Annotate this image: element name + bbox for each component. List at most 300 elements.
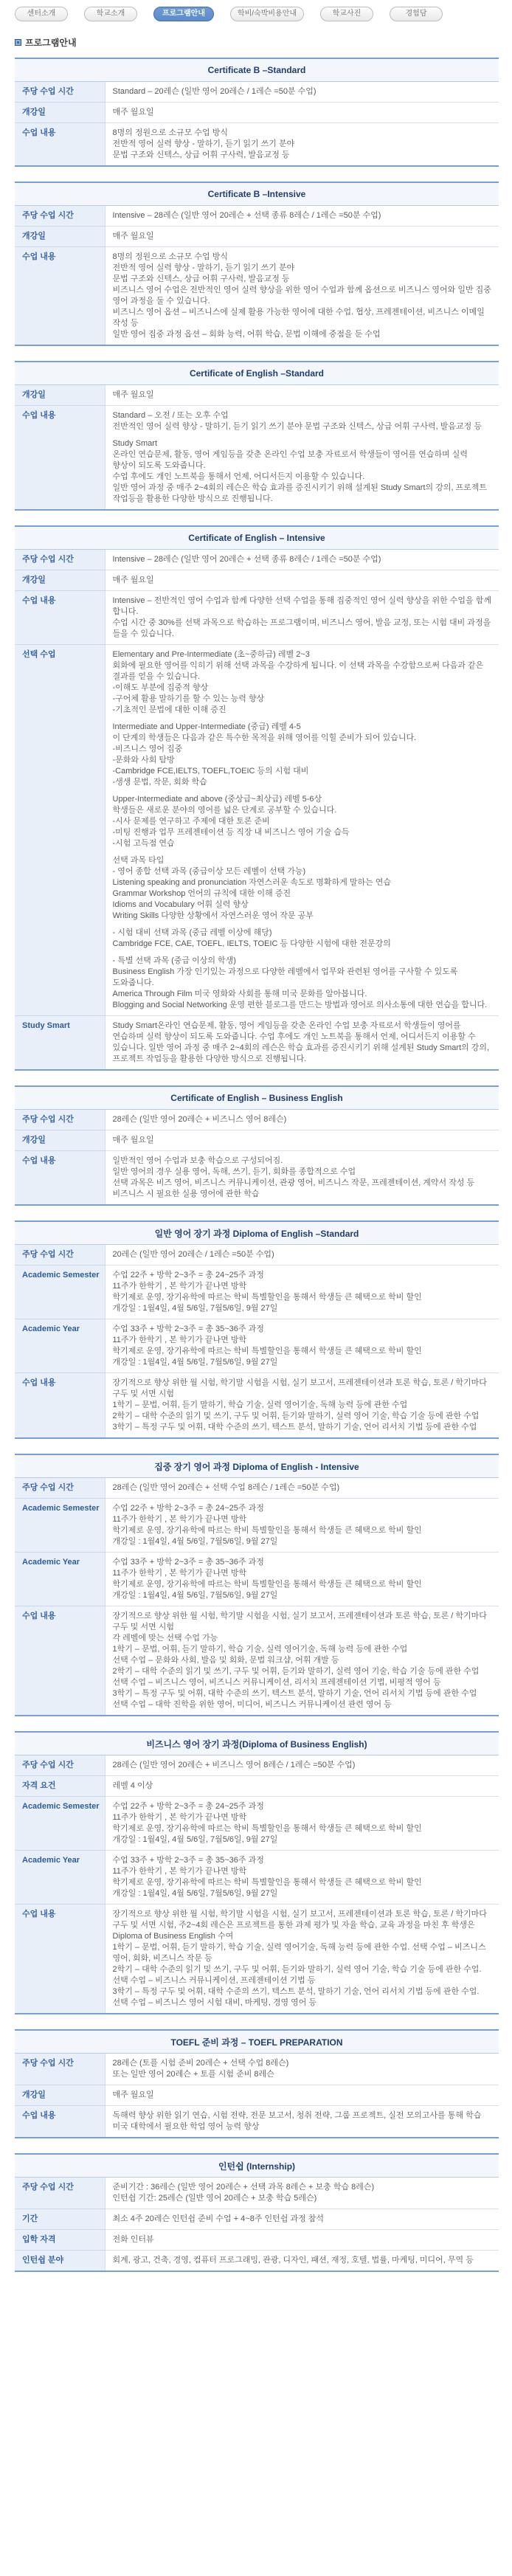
content-block: [113, 231, 492, 242]
program-row: [15, 1851, 499, 1905]
content-block: [113, 595, 492, 640]
row-label: 수업 내용: [15, 1151, 105, 1206]
content-block: [113, 252, 492, 340]
program-title: Certificate of English – Business English: [15, 1086, 499, 1110]
row-content: [105, 2106, 499, 2138]
content-block: [113, 128, 492, 161]
content-line: 20레슨 (일반 영어 20레슨 / 1레슨 =50분 수업): [112, 1250, 274, 1259]
row-label: 기간: [15, 2209, 105, 2230]
program-table-body: [15, 1221, 499, 1438]
content-line: Standard – 오전 / 또는 오후 수업: [112, 411, 229, 420]
content-block: [113, 1801, 492, 1845]
program-row: [15, 2230, 499, 2251]
row-label: 개강일: [15, 2085, 105, 2106]
content-block: [113, 107, 492, 118]
program-row: [15, 550, 499, 570]
content-line: Listening speaking and pronunciation 자연스러운 속도로 명확하게 말하는 연습: [112, 878, 392, 887]
program-row: [15, 2178, 499, 2209]
content-line: 매주 월요일: [112, 108, 154, 117]
content-line: Intermediate and Upper-Intermediate (중급) 레벨 4-5: [112, 722, 301, 731]
content-line: -기초적인 문법에 대한 이해 증진: [112, 705, 226, 714]
content-line: Intensive – 28레슨 (일반 영어 20레슨 + 선택 종류 8레슨 / 1레슨 =50분 수업): [112, 555, 381, 564]
program-row: [15, 1130, 499, 1151]
content-line: Cambridge FCE, CAE, TOEFL, IELTS, TOEIC 등 다양한 시험에 대한 전문강의: [112, 939, 391, 948]
row-label: 주당 수업 시간: [15, 82, 105, 103]
program-table: [15, 2153, 499, 2272]
content-line: -이해도 부분에 집중적 향상: [112, 683, 209, 692]
content-line: 전반적인 영어 실력 향상 - 말하기, 듣기 읽기 쓰기 분야 문법 구조와 신텍스, 상급 어휘 구사력, 발음교정 등: [112, 422, 482, 431]
content-line: 1학기 – 문법, 어휘, 듣기 말하기, 학습 기술, 실력 영어기술, 독해 능력 등에 관한 수업. 선택 수업 – 비즈니스 영어, 회화, 비즈니스 작문 등: [112, 1943, 486, 1963]
program-title-row: [15, 1086, 499, 1110]
content-line: 개강일 : 1월4일, 4월 5/6일, 7월5/6일, 9월 27일: [112, 1835, 278, 1844]
program-title-row: [15, 1732, 499, 1755]
row-label: Academic Year: [15, 1319, 105, 1373]
content-block: [113, 1324, 492, 1368]
program-table-body: [15, 362, 499, 510]
program-row: [15, 123, 499, 167]
row-label: 수업 내용: [15, 123, 105, 167]
program-row: [15, 1373, 499, 1439]
content-line: 11주가 한학기 , 본 학기가 끝나면 방학: [112, 1336, 247, 1344]
content-line: 일반 영어의 경우 실용 영어, 독해, 쓰기, 듣기, 회화를 종합적으로 수업: [112, 1167, 356, 1176]
program-table: [15, 1220, 499, 1439]
content-line: 일반 영어 과정 중 매주 2~4회의 레슨은 학습 효과를 증진시키기 위해 설계된 Study Smart의 강의, 프로젝트 작업등을 활용한 다양한 방식으로 진행됩니다.: [112, 483, 488, 503]
content-block: [113, 1021, 492, 1065]
row-content: [105, 645, 499, 1016]
content-line: 매주 월요일: [112, 232, 154, 241]
row-content: [105, 227, 499, 247]
row-content: [105, 1606, 499, 1716]
content-line: 학기제로 운영, 장기유학에 따르는 학비 특별할인을 통해서 학생들 큰 혜택으로 학비 할인: [112, 1580, 422, 1589]
content-block: [113, 2058, 492, 2080]
program-row: [15, 591, 499, 645]
program-table: [15, 361, 499, 511]
program-row: [15, 1151, 499, 1206]
content-line: 2학기 – 대학 수준의 읽기 및 쓰기, 구두 및 어휘, 듣기와 말하기, 실력 영어 기술, 학습 기술 등에 관한 수업: [112, 1667, 480, 1676]
content-line: 장기적으로 향상 위한 월 시험, 학기말 시험을 시험, 실기 보고서, 프레젠테이션과 토론 학습, 토론 / 학기마다 구두 및 서면 시험, 주2~4회 레슨은 프로젝트를 통한 과제 평가 및 자율 학습, 교육 과정을 마친 후 학생은 Diploma of Business English 수여: [112, 1910, 487, 1941]
program-row: [15, 406, 499, 511]
content-line: - 시험 대비 선택 과목 (중급 레벨 이상에 해당): [112, 928, 272, 937]
content-line: -비즈니스 영어 집중: [112, 745, 183, 753]
content-line: 개강일 : 1월4일, 4월 5/6일, 7월5/6일, 9월 27일: [112, 1889, 278, 1898]
tab-school-photos[interactable]: 학교사진: [320, 7, 373, 21]
row-label: 수업 내용: [15, 591, 105, 645]
top-tab-bar: [15, 7, 443, 21]
content-line: -문화와 사회 탐방: [112, 756, 175, 764]
content-line: 학기제로 운영, 장기유학에 따르는 학비 특별할인을 통해서 학생들 큰 혜택으로 학비 할인: [112, 1347, 422, 1356]
row-content: [105, 1319, 499, 1373]
content-line: 장기적으로 향상 위한 월 시험, 학기말 시험을 시험, 실기 보고서, 프레젠테이션과 토론 학습, 토론 / 학기마다 구두 및 서면 시험: [112, 1378, 487, 1398]
row-label: 입학 자격: [15, 2230, 105, 2251]
row-content: [105, 1755, 499, 1776]
program-table: [15, 525, 499, 1071]
content-line: 11주가 한학기 , 본 학기가 끝나면 방학: [112, 1569, 247, 1578]
row-label: Academic Semester: [15, 1499, 105, 1553]
program-title-row: [15, 58, 499, 82]
content-line: 회계, 광고, 건축, 경영, 컴퓨터 프로그래밍, 관광, 디자인, 패션, 재정, 호텔, 법률, 마케팅, 미디어, 무역 등: [112, 2256, 474, 2265]
row-content: [105, 406, 499, 511]
content-line: 개강일 : 1월4일, 4월 5/6일, 7월5/6일, 9월 27일: [112, 1591, 278, 1600]
content-line: 또는 일반 영어 20레슨 + 토플 시험 준비 8레슨: [112, 2070, 274, 2079]
content-line: -시사 문제를 연구하고 주제에 대한 토론 준비: [112, 817, 270, 826]
content-line: 비즈니스 영어 수업은 전반적인 영어 실력 향상을 위한 영어 수업과 함께 옵션으로 비즈니스 영어와 일반 집중 영어 과정을 둘 수 있습니다.: [112, 286, 491, 305]
row-content: [105, 206, 499, 227]
content-line: 인턴쉽 기간: 25레슨 (일반 영어 20레슨 + 보충 학습 5레슨): [112, 2194, 317, 2203]
content-block: [113, 2255, 492, 2266]
content-line: 미국 대학에서 필요한 학업 영어 능력 향상: [112, 2122, 260, 2131]
content-line: Standard – 20레슨 (일반 영어 20레슨 / 1레슨 =50분 수업): [112, 87, 316, 96]
program-title-row: [15, 1454, 499, 1478]
row-content: [105, 591, 499, 645]
tab-school-intro[interactable]: 학교소개: [84, 7, 137, 21]
content-line: 전반적 영어 실력 향상 - 말하기, 듣기 읽기 쓰기 분야: [112, 139, 295, 148]
content-line: Idioms and Vocabulary 어휘 실력 향상: [112, 900, 249, 909]
row-label: 주당 수업 시간: [15, 2178, 105, 2209]
content-line: 수업 시간 중 30%를 선택 과목으로 학습하는 프로그램이며, 비즈니스 영어, 발음 교정, 또는 시험 대비 과정을 들을 수 있습니다.: [112, 618, 491, 638]
content-block: [113, 1855, 492, 1899]
program-row: [15, 227, 499, 247]
program-row: [15, 1499, 499, 1553]
program-title-row: [15, 182, 499, 206]
content-line: 개강일 : 1월4일, 4월 5/6일, 7월5/6일, 9월 27일: [112, 1358, 278, 1367]
content-block: [113, 438, 492, 505]
content-line: 수업 22주 + 방학 2~3주 = 총 24~25주 과정: [112, 1504, 264, 1513]
content-block: [113, 794, 492, 849]
content-block: [113, 2234, 492, 2245]
content-line: 11주가 한학기 , 본 학기가 끝나면 방학: [112, 1867, 247, 1876]
content-line: - 영어 종합 선택 과목 (중급이상 모든 레벨이 선택 가능): [112, 867, 306, 876]
content-line: 28레슨 (일반 영어 20레슨 + 선택 수업 8레슨 / 1레슨 =50분 수업): [112, 1483, 340, 1492]
content-line: 8명의 정원으로 소규모 수업 방식: [112, 128, 228, 137]
content-block: [113, 1557, 492, 1601]
content-block: [113, 86, 492, 97]
program-row: [15, 1905, 499, 2014]
content-line: 8명의 정원으로 소규모 수업 방식: [112, 252, 228, 261]
program-row: [15, 103, 499, 123]
program-row: [15, 1265, 499, 1319]
content-line: 11주가 한학기 , 본 학기가 끝나면 방학: [112, 1282, 247, 1291]
content-line: -시험 고득점 연습: [112, 839, 175, 848]
content-line: 학기제로 운영, 장기유학에 따르는 학비 특별할인을 통해서 학생들 큰 혜택으로 학비 할인: [112, 1526, 422, 1535]
program-row: [15, 1319, 499, 1373]
program-table-body: [15, 1732, 499, 2014]
program-title-row: [15, 526, 499, 550]
program-row: [15, 1553, 499, 1606]
program-table: [15, 182, 499, 346]
program-row: [15, 1776, 499, 1797]
content-line: 레벨 4 이상: [112, 1781, 153, 1790]
program-row: [15, 2209, 499, 2230]
content-line: 회화에 필요한 영어를 익히기 위해 선택 과목을 수강하게 됩니다. 이 선택 과목을 수강함으로써 다음과 같은 결과를 얻을 수 있습니다.: [112, 661, 484, 681]
content-block: [113, 575, 492, 586]
content-line: 온라인 연습문제, 활동, 영어 게임등을 갖춘 온라인 수업 보충 자료로서 학생들이 영어를 연습하며 실력 향상이 되도록 도와줍니다.: [112, 450, 468, 470]
content-block: [113, 1760, 492, 1771]
content-block: [113, 1503, 492, 1547]
program-row: [15, 82, 499, 103]
row-content: [105, 2054, 499, 2085]
program-title: Certificate of English – Intensive: [15, 526, 499, 550]
program-row: [15, 1478, 499, 1499]
content-line: 학기제로 운영, 장기유학에 따르는 학비 특별할인을 통해서 학생들 큰 혜택으로 학비 할인: [112, 1878, 422, 1887]
tab-center-intro[interactable]: 센터소개: [15, 7, 68, 21]
content-line: 문법 구조와 신텍스, 상급 어휘 구사력, 발음교정 등: [112, 274, 290, 283]
content-line: 개강일 : 1월4일, 4월 5/6일, 7월5/6일, 9월 27일: [112, 1537, 278, 1546]
row-label: 주당 수업 시간: [15, 2054, 105, 2085]
program-row: [15, 645, 499, 1016]
row-content: [105, 550, 499, 570]
row-content: [105, 1151, 499, 1206]
program-table: [15, 1454, 499, 1716]
content-line: 2학기 – 대학 수준의 읽기 및 쓰기, 구두 및 어휘, 듣기와 말하기, 실력 영어 기술, 학습 기술 등에 관한 수업. 선택 수업 – 비즈니스 커뮤니케이션, 프레젠테이션 기법 등: [112, 1965, 482, 1985]
program-title-row: [15, 1221, 499, 1245]
content-line: America Through Film 미국 영화와 사회를 통해 미국 문화를 알아봅니다.: [112, 990, 367, 998]
program-title: TOEFL 준비 과정 – TOEFL PREPARATION: [15, 2030, 499, 2054]
program-table: [15, 1085, 499, 1206]
row-label: 개강일: [15, 103, 105, 123]
content-line: 11주가 한학기 , 본 학기가 끝나면 방학: [112, 1515, 247, 1524]
square-bullet-icon: [15, 39, 21, 46]
program-table-body: [15, 1086, 499, 1205]
row-label: 인턴쉽 분야: [15, 2251, 105, 2272]
content-block: [113, 410, 492, 432]
content-block: [113, 390, 492, 401]
content-block: [113, 2214, 492, 2225]
row-content: [105, 1797, 499, 1851]
content-line: 개강일 : 1월4일, 4월 5/6일, 7월5/6일, 9월 27일: [112, 1304, 278, 1313]
row-content: [105, 1245, 499, 1265]
row-label: 주당 수업 시간: [15, 1245, 105, 1265]
program-title: 일반 영어 장기 과정 Diploma of English –Standard: [15, 1221, 499, 1245]
content-block: [113, 1135, 492, 1146]
row-label: 개강일: [15, 1130, 105, 1151]
content-line: 28레슨 (일반 영어 20레슨 + 비즈니스 영어 8레슨 / 1레슨 =50분 수업): [112, 1761, 356, 1769]
content-block: [113, 1611, 492, 1710]
content-line: 일반적인 영어 수업과 보충 학습으로 구성되어짐.: [112, 1156, 283, 1165]
program-title-row: [15, 2154, 499, 2178]
content-line: 전화 인터뷰: [112, 2235, 154, 2244]
content-line: 선택 수업 – 비즈니스 영어, 비즈니스 커뮤니케이션, 리서치 프레젠테이션 기법, 비평적 영어 등: [112, 1678, 441, 1687]
content-line: 1학기 – 문법, 어휘, 듣기 말하기, 학습 기술, 실력 영어기술, 독해 능력 등에 관한 수업: [112, 1645, 408, 1654]
row-content: [105, 2230, 499, 2251]
program-table-body: [15, 2030, 499, 2138]
program-row: [15, 2251, 499, 2272]
content-line: 장기적으로 향상 위한 월 시험, 학기말 시험을 시험, 실기 보고서, 프레젠테이션과 토론 학습, 토론 / 학기마다 구두 및 서면 시험: [112, 1612, 487, 1631]
content-line: 수업 33주 + 방학 2~3주 = 총 35~36주 과정: [112, 1558, 264, 1567]
content-line: 선택 과목 타입: [112, 856, 165, 865]
content-block: [113, 554, 492, 565]
program-table-body: [15, 1454, 499, 1716]
program-title-row: [15, 362, 499, 385]
row-content: [105, 570, 499, 591]
row-label: 주당 수업 시간: [15, 1755, 105, 1776]
program-row: [15, 206, 499, 227]
content-line: - 특별 선택 과목 (중급 이상의 학생): [112, 956, 236, 965]
content-block: [113, 855, 492, 922]
content-line: 28레슨 (토플 시험 준비 20레슨 + 선택 수업 8레슨): [112, 2059, 289, 2068]
content-line: Business English 가장 인기있는 과정으로 다양한 레벨에서 업무와 관련된 영어를 구사할 수 있도록 도와줍니다.: [112, 967, 458, 987]
content-block: [113, 1781, 492, 1792]
content-line: -구어체 활용 말하기를 할 수 있는 능력 향상: [112, 694, 265, 703]
row-content: [105, 1553, 499, 1606]
content-block: [113, 928, 492, 950]
content-block: [113, 1249, 492, 1260]
content-line: Study Smart: [112, 439, 158, 448]
program-row: [15, 385, 499, 406]
row-content: [105, 1851, 499, 1905]
row-content: [105, 103, 499, 123]
content-block: [113, 1156, 492, 1200]
content-line: -Cambridge FCE,IELTS, TOEFL,TOEIC 등의 시험 대비: [112, 767, 309, 776]
program-row: [15, 570, 499, 591]
row-content: [105, 1478, 499, 1499]
row-label: 선택 수업: [15, 645, 105, 1016]
content-line: 수업 22주 + 방학 2~3주 = 총 24~25주 과정: [112, 1271, 264, 1280]
content-line: 28레슨 (일반 영어 20레슨 + 비즈니스 영어 8레슨): [112, 1115, 287, 1124]
content-line: 2학기 – 대학 수준의 읽기 및 쓰기, 구두 및 어휘, 듣기와 말하기, 실력 영어 기술, 학습 기술 등에 관한 수업: [112, 1412, 480, 1420]
content-block: [113, 2110, 492, 2133]
program-title: 비즈니스 영어 장기 과정(Diploma of Business English): [15, 1732, 499, 1755]
content-line: Grammar Workshop 언어의 규칙에 대한 이해 증진: [112, 889, 291, 898]
row-content: [105, 123, 499, 167]
row-label: 수업 내용: [15, 1373, 105, 1439]
content-line: 3학기 – 특정 구두 및 어휘, 대학 수준의 쓰기, 텍스트 분석, 말하기 기술, 언어 리서치 기법 등에 관한 수업: [112, 1689, 477, 1698]
program-table-body: [15, 58, 499, 166]
row-label: 수업 내용: [15, 2106, 105, 2138]
content-line: 독해력 향상 위한 읽기 연습, 시험 전략, 전문 보고서, 청취 전략, 그룹 프로젝트, 실전 모의고사를 통해 학습: [112, 2111, 482, 2120]
program-list: [15, 58, 499, 2287]
program-table-body: [15, 2154, 499, 2271]
content-line: -생생 문법, 작문, 회화 학습: [112, 778, 207, 787]
program-table: [15, 1731, 499, 2014]
row-content: [105, 1110, 499, 1130]
content-line: 준비기간 : 36레슨 (일반 영어 20레슨 + 선택 과목 8레슨 + 보충 학습 8레슨): [112, 2183, 375, 2192]
program-row: [15, 1797, 499, 1851]
row-label: 주당 수업 시간: [15, 1478, 105, 1499]
row-label: 수업 내용: [15, 247, 105, 346]
page-title-text: 프로그램안내: [25, 38, 77, 48]
row-content: [105, 2251, 499, 2272]
page-title: [15, 36, 77, 49]
program-table-body: [15, 526, 499, 1070]
row-label: Academic Semester: [15, 1265, 105, 1319]
content-block: [113, 210, 492, 221]
content-line: 각 레벨에 맞는 선택 수업 가능: [112, 1634, 218, 1643]
content-line: 수업 33주 + 방학 2~3주 = 총 35~36주 과정: [112, 1856, 264, 1865]
tab-testimonials[interactable]: 경험담: [390, 7, 443, 21]
program-row: [15, 247, 499, 346]
row-content: [105, 2178, 499, 2209]
row-label: 주당 수업 시간: [15, 206, 105, 227]
program-row: [15, 2106, 499, 2138]
program-table: [15, 58, 499, 167]
content-block: [113, 1114, 492, 1125]
content-block: [113, 1482, 492, 1494]
row-label: 주당 수업 시간: [15, 550, 105, 570]
row-content: [105, 1130, 499, 1151]
content-line: 매주 월요일: [112, 1136, 154, 1144]
content-line: 문법 구조와 신텍스, 상급 어휘 구사력, 발음교정 등: [112, 151, 290, 159]
row-label: 주당 수업 시간: [15, 1110, 105, 1130]
content-line: Study Smart온라인 연습문제, 활동, 영어 게임등을 갖춘 온라인 수업 보충 자료로서 학생들이 영어를 연습하며 실력 향상이 되도록 도와줍니다. 수업 후에도 개인 노트북을 통해서 언제, 어디서든지 이용할 수 있습니다. 일반 영어 과정 중 매주 2~4회의 레슨은 학습 효과를 증진시키기 위해 설계된 Study Smart의 강의, 프로젝트 작업등을 활용한 다양한 방식으로 진행됩니다.: [112, 1021, 490, 1063]
program-row: [15, 1110, 499, 1130]
program-title: 집중 장기 영어 과정 Diploma of English - Intensive: [15, 1454, 499, 1478]
program-table-body: [15, 182, 499, 345]
content-line: Upper-Intermediate and above (중상급~최상급) 레벨 5-6상: [112, 795, 322, 804]
content-line: 수업 33주 + 방학 2~3주 = 총 35~36주 과정: [112, 1325, 264, 1333]
program-row: [15, 2085, 499, 2106]
row-label: Academic Year: [15, 1553, 105, 1606]
program-row: [15, 1606, 499, 1716]
content-line: -미팅 진행과 업무 프레젠테이션 등 직장 내 비즈니스 영어 기술 습득: [112, 828, 350, 837]
row-content: [105, 1776, 499, 1797]
content-line: 3학기 – 특정 구두 및 어휘, 대학 수준의 쓰기, 텍스트 분석, 말하기 기술, 언어 리서치 기법 등에 관한 수업. 선택 수업 – 비즈니스 영어 시험 대비, 마케팅, 경영 영어 등: [112, 1987, 480, 2007]
row-label: 개강일: [15, 570, 105, 591]
tab-program-info[interactable]: 프로그램안내: [153, 7, 214, 21]
content-line: Intensive – 28레슨 (일반 영어 20레슨 + 선택 종류 8레슨 / 1레슨 =50분 수업): [112, 211, 381, 220]
row-content: [105, 2209, 499, 2230]
row-content: [105, 1905, 499, 2014]
program-title: Certificate B –Standard: [15, 58, 499, 82]
content-line: 비즈니스 영어 옵션 – 비즈니스에 실제 활용 가능한 영어에 대한 수업. 협상, 프레젠테이션, 비즈니스 이메일 작성 등: [112, 308, 485, 328]
content-block: [113, 722, 492, 788]
row-content: [105, 247, 499, 346]
content-line: 학생들은 새로운 분야의 영어를 넓은 단계로 공부할 수 있습니다.: [112, 806, 337, 815]
row-label: 개강일: [15, 385, 105, 406]
content-line: Blogging and Social Networking 운영 편한 블로그를 만드는 방법과 영어로 의사소통에 대한 연습을 합니다.: [112, 1001, 488, 1009]
content-line: 선택 과목은 비즈 영어, 비즈니스 커뮤니케이션, 관광 영어, 비즈니스 작문, 프레젠테이션, 계약서 작성 등 비즈니스 시 필요한 실용 영어에 관한 학습: [112, 1178, 475, 1198]
content-line: 매주 월요일: [112, 576, 154, 584]
content-line: 전반적 영어 실력 향상 - 말하기, 듣기 읽기 쓰기 분야: [112, 263, 295, 272]
content-line: 3학기 – 특정 구두 및 어휘, 대학 수준의 쓰기, 텍스트 분석, 말하기 기술, 언어 리서치 기법 등에 관한 수업: [112, 1423, 477, 1432]
content-block: [113, 1270, 492, 1314]
row-content: [105, 82, 499, 103]
row-content: [105, 385, 499, 406]
program-title-row: [15, 2030, 499, 2054]
content-block: [113, 2090, 492, 2101]
tab-tuition-housing[interactable]: 학비/숙박비용안내: [230, 7, 304, 21]
row-label: 개강일: [15, 227, 105, 247]
program-row: [15, 2054, 499, 2085]
content-line: 선택 수업 – 대학 진학을 위한 영어, 미디어, 비즈니스 커뮤니케이션 관련 영어 등: [112, 1700, 392, 1709]
row-label: 수업 내용: [15, 1905, 105, 2014]
program-table: [15, 2029, 499, 2138]
content-line: 학기제로 운영, 장기유학에 따르는 학비 특별할인을 통해서 학생들 큰 혜택으로 학비 할인: [112, 1824, 422, 1833]
program-title: Certificate of English –Standard: [15, 362, 499, 385]
content-line: Elementary and Pre-Intermediate (초~중하급) 레벨 2~3: [112, 650, 310, 659]
program-row: [15, 1755, 499, 1776]
content-line: 이 단계의 학생들은 다음과 같은 특수한 목적을 위해 영어를 익힐 준비가 되어 있습니다.: [112, 733, 417, 742]
content-block: [113, 649, 492, 716]
program-row: [15, 1016, 499, 1071]
content-line: 수업 22주 + 방학 2~3주 = 총 24~25주 과정: [112, 1802, 264, 1811]
row-content: [105, 1373, 499, 1439]
content-line: 일반 영어 집중 과정 옵션 – 회화 능력, 어휘 학습, 문법 이해에 중점을 둔 수업: [112, 330, 381, 339]
row-label: 수업 내용: [15, 406, 105, 511]
content-line: 선택 수업 – 문화와 사회, 발음 및 회화, 문법 워크샵, 어휘 개발 등: [112, 1656, 339, 1665]
row-label: 자격 요건: [15, 1776, 105, 1797]
content-line: Intensive – 전반적인 영어 수업과 함께 다양한 선택 수업을 통해 집중적인 영어 실력 향상을 위한 수업을 함께 합니다.: [112, 596, 491, 616]
row-content: [105, 2085, 499, 2106]
content-line: 11주가 한학기 , 본 학기가 끝나면 방학: [112, 1813, 247, 1822]
row-label: Academic Semester: [15, 1797, 105, 1851]
program-row: [15, 1245, 499, 1265]
program-title: Certificate B –Intensive: [15, 182, 499, 206]
content-line: 1학기 – 문법, 어휘, 듣기 말하기, 학습 기술, 실력 영어기술, 독해 능력 등에 관한 수업: [112, 1401, 408, 1409]
row-label: Study Smart: [15, 1016, 105, 1071]
row-label: 수업 내용: [15, 1606, 105, 1716]
content-block: [113, 1378, 492, 1433]
row-content: [105, 1016, 499, 1071]
